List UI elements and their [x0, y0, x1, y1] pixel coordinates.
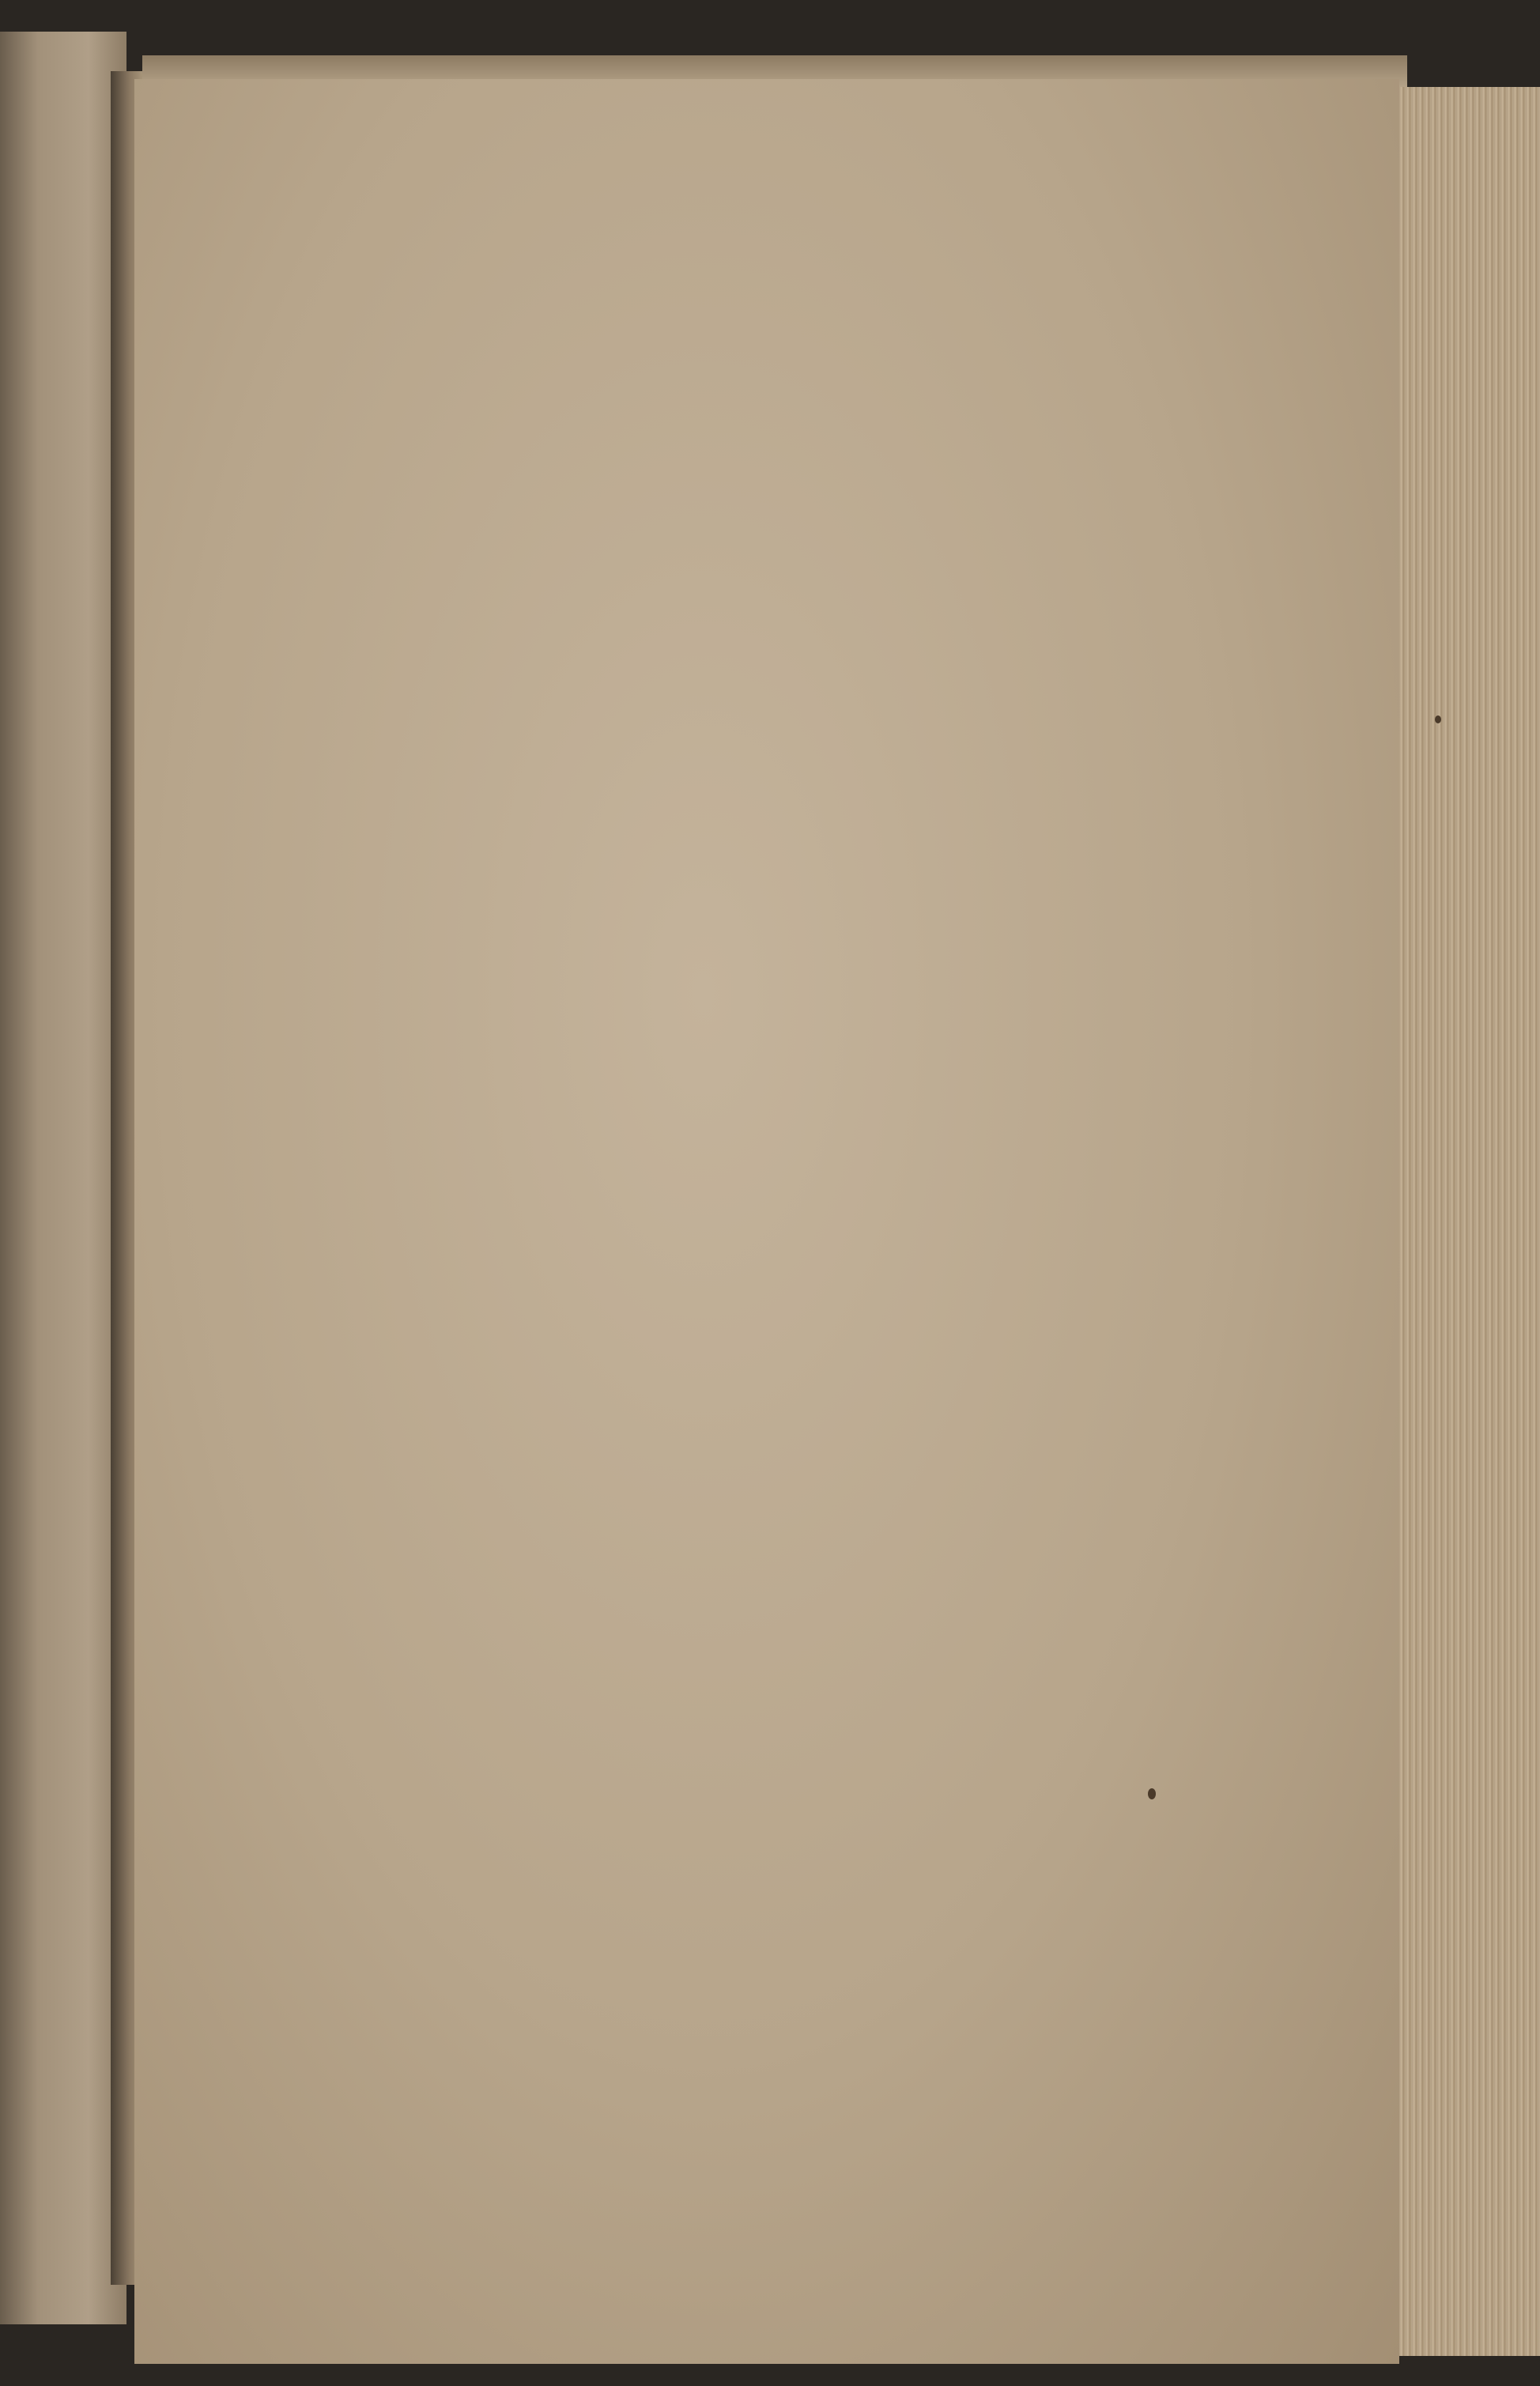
fore-edge	[1399, 87, 1540, 2356]
running-header	[293, 142, 1178, 190]
right-page	[134, 79, 1399, 2364]
ink-spot	[1148, 1788, 1156, 1799]
left-page	[0, 32, 126, 2324]
drop-cap	[174, 1210, 245, 1297]
ink-spot	[1435, 715, 1441, 723]
